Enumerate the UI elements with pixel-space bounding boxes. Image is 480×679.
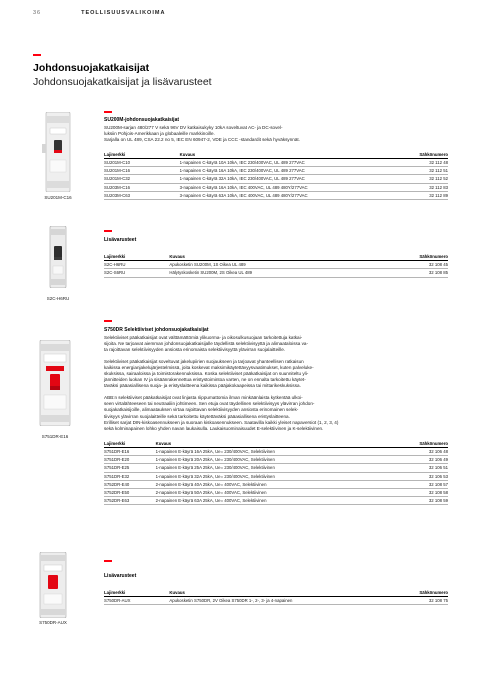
acc1-accent-dash [104, 230, 112, 232]
table-cell: 1-napainen C-käyrä 10A 10kA, IEC 230/400VAC, UL 489 277VAC [180, 158, 393, 166]
table-row [104, 480, 448, 488]
s750dr-text-line: Erilliset sarjat DIN-kiskoasennukseen ja suoraan kiskoasennukseen. Saatavilla kaikki yleiset napaversiot (1, 2, 3, 4) [104, 419, 339, 425]
table-cell: 3-napainen C-käyrä 63A 10kA, IEC 400VAC, UL 489 480Y/277VAC [180, 191, 393, 199]
table-row [104, 269, 448, 277]
su200m-description [104, 125, 448, 143]
table-cell: 2-napainen E-käyrä 63A 25kA, Ue= 400VAC, Selektiivinen [156, 497, 393, 505]
table-cell: SU201M-C16 [104, 167, 180, 175]
table-cell: 32 106 51 [393, 464, 448, 472]
table-cell: 32 112 52 [393, 175, 448, 183]
column-header: Kuvaus [156, 440, 393, 448]
column-header: Lajimerkki [104, 589, 169, 597]
table-cell: 32 108 75 [393, 597, 448, 605]
s750dr-text-line: ABB:n selektiiviset pääkatkaisijat ovat linjasta riippumattomia ilman minkäänlaista kytkentää ulkoi- [104, 395, 303, 401]
table-cell: 32 108 57 [393, 480, 448, 488]
table-cell: 3-napainen C-käyrä 16A 10kA, IEC 400VAC, UL 489 480Y/277VAC [180, 183, 393, 191]
column-header: Kuvaus [169, 253, 393, 261]
table-row [104, 261, 448, 269]
table-row [104, 597, 448, 605]
column-header: Lajimerkki [104, 440, 156, 448]
s750dr-text-line: kaikissa energianjakelujärjestelmissä, joita koskevat maksimikäytettävyysvaatimukset, kuten palveluke- [104, 364, 314, 370]
table-row [104, 472, 448, 480]
table-cell: 32 106 48 [393, 448, 448, 456]
su200m-text-line: SU200M-sarjan 480/277 V sekä 96V DV katkaisukyky 10kA soveltuvat AC- ja DC-sovel- [104, 124, 283, 130]
s751dr-product-image [38, 340, 72, 431]
s750dr-paragraph [104, 395, 448, 432]
table-cell: SU201M-C10 [104, 158, 180, 166]
column-header: Kuvaus [169, 589, 393, 597]
page-subtitle: Johdonsuojakatkaisijat ja lisävarusteet [33, 76, 212, 88]
table-cell: S2C-S6RU [104, 269, 169, 277]
s750dr-text-line: täväksi pääasiallisena suoja- ja eristyslaitteena kaikissa pääjakokaapeissa tai mittarikeskuksissa. [104, 383, 301, 389]
table-cell: SU203M-C16 [104, 183, 180, 191]
page-header [33, 10, 165, 16]
table-cell: 32 112 83 [393, 183, 448, 191]
table-cell: SU201M-C32 [104, 175, 180, 183]
s750dr-text-line: suojakatkaisijoille, alimaatauksen virtaa rajoittavan selektiivisyyden ansiosta erinomainen selek- [104, 407, 299, 413]
table-cell: S751DR-E20 [104, 456, 156, 464]
table-cell: 1-napainen E-käyrä 20A 25kA, Ue= 230/400VAC, Selektiivinen [156, 456, 393, 464]
table-cell: 1-napainen E-käyrä 25A 25kA, Ue= 230/400VAC, Selektiivinen [156, 464, 393, 472]
s750dr-description [104, 335, 448, 432]
s750dr-section [104, 327, 448, 505]
page-number: 36 [33, 10, 42, 16]
table-row [104, 464, 448, 472]
acc2-table [104, 589, 448, 605]
column-header: Sähkönumero [393, 440, 448, 448]
column-header: Sähkönumero [393, 151, 448, 159]
acc2-accent-dash [104, 560, 112, 562]
catalog-title: TEOLLISUUSVALIKOIMA [81, 10, 166, 16]
table-cell: Apukosketin SU200M, 1S Oikea UL 489 [169, 261, 393, 269]
table-cell: 32 108 85 [393, 269, 448, 277]
table-row [104, 191, 448, 199]
column-header: Lajimerkki [104, 253, 169, 261]
s750dr-text-line: Selektiiviset pääkatkaisijat ovat välttämättömiä ylikuorma- ja oikosulkusuojaan tarkoitettuja katkai- [104, 334, 303, 340]
table-cell: 32 108 45 [393, 261, 448, 269]
table-row [104, 456, 448, 464]
table-cell: S751DR-E32 [104, 472, 156, 480]
column-header: Lajimerkki [104, 151, 180, 159]
table-cell: 1-napainen E-käyrä 32A 25kA, Ue= 230/400VAC, Selektiivinen [156, 472, 393, 480]
su200m-section [104, 117, 448, 200]
table-cell: 1-napainen E-käyrä 16A 25kA, Ue= 230/400VAC, Selektiivinen [156, 448, 393, 456]
s750dr-text-line: skuksissa, sairaaloissa ja toimistorakennuksissa. Koska selektiiviset pääkatkaisijat on suunniteltu yli- [104, 370, 309, 376]
column-header: Sähkönumero [393, 589, 448, 597]
table-cell: S752DR-E40 [104, 480, 156, 488]
s750dr-text-line: ta rajoittavan selektiivisyyden ansiosta erinomaista selektiivisyyttä ylävirran suojalaitteille. [104, 346, 286, 352]
table-row [104, 448, 448, 456]
s750dr-text-line: jännitteiden luokan IV ja sisäänrakennettua eristystoimintoa varten, ne on ennalta tarkoitettu käytet- [104, 377, 306, 383]
accessories-section-1 [104, 237, 448, 278]
table-cell: S750DR-AUX [104, 597, 169, 605]
table-row [104, 183, 448, 191]
table-cell: 32 112 89 [393, 191, 448, 199]
table-cell: Hälytyskosketin SU200M, 2S Oikea UL 489 [169, 269, 393, 277]
s751dr-image-label: S751DR-E16 [41, 434, 69, 439]
su200m-title: SU200M-johdonsuojakatkaisijat [104, 117, 180, 123]
s750dr-accent-dash [104, 320, 112, 322]
table-cell: SU203M-C63 [104, 191, 180, 199]
table-cell: 32 108 58 [393, 488, 448, 496]
table-cell: 2-napainen E-käyrä 40A 25kA, Ue= 400VAC, Selektiivinen [156, 480, 393, 488]
s750dr-aux-product-image [39, 552, 67, 623]
s750dr-paragraph [104, 359, 448, 389]
table-row [104, 175, 448, 183]
acc2-title: Lisävarusteet [104, 573, 137, 579]
s750dr-aux-image-label: S750DR-AUX [39, 620, 67, 625]
table-cell: 1-napainen C-käyrä 16A 10kA, IEC 230/400VAC, UL 489 277VAC [180, 167, 393, 175]
table-row [104, 158, 448, 166]
table-row [104, 497, 448, 505]
s750dr-title: S750DR Selektiiviset johdonsuojakatkaisijat [104, 327, 209, 333]
s750dr-text-line: seen virtalähteeseen tai neutraaliin johtimeen. Sen etuja ovat täydellinen selektiivisyys ylävirran johdon- [104, 401, 315, 407]
s750dr-text-line: sijoita. Ne tarjoavat aiemman johdonsuojakatkaisijalle täydellistä selektiivisyyttä ja alimaataloissa va- [104, 340, 309, 346]
table-cell: S2C-H6RU [104, 261, 169, 269]
table-cell: 32 106 53 [393, 472, 448, 480]
column-header: Kuvaus [180, 151, 393, 159]
title-accent-dash [33, 54, 41, 56]
page-title: Johdonsuojakatkaisijat [33, 62, 150, 74]
su200m-text-line: luksiin Pohjois-Amerikkaan ja globaaleille markkinoille. [104, 130, 215, 136]
table-cell: S751DR-E16 [104, 448, 156, 456]
table-cell: 32 106 49 [393, 456, 448, 464]
s2c-h6ru-product-image [49, 226, 67, 293]
acc1-table [104, 253, 448, 278]
s750dr-text-line: tiivisyys ylävirran suojalaitteille sekä tarkoitettu käytettäväksi pääasiallisena eristyslaitteena. [104, 413, 290, 419]
table-cell: 32 112 51 [393, 167, 448, 175]
su200m-text-line: Sarjalla on UL 489, CSA 22.2 no 5, IEC EN 60947-2, VDE ja CCC -standardit sekä hyväksynnät. [104, 136, 300, 142]
column-header: Sähkönumero [393, 253, 448, 261]
s750dr-text-line: sekä kolminapainen lohko yhden navan laukaisulla. Laukaisuominaisuudet E-selektiivinen ja K-selektiivinen. [104, 425, 324, 431]
su200m-table [104, 151, 448, 200]
table-cell: Apukosketin S750DR, 2V Oikea S750DR 1-, 2-, 3- ja 4-napainen [169, 597, 393, 605]
table-row [104, 488, 448, 496]
s750dr-paragraph [104, 335, 448, 353]
su201m-product-image [42, 112, 74, 197]
table-cell: S752DR-E63 [104, 497, 156, 505]
table-cell: S751DR-E25 [104, 464, 156, 472]
accessories-section-2 [104, 573, 448, 605]
s750dr-text-line: Selektiiviset pääkatkaisijat soveltuvat jakelupiirien suojaukseen ja tarjoavat yhanteellisen ratkaisun [104, 358, 304, 364]
acc1-title: Lisävarusteet [104, 237, 137, 243]
table-cell: 32 112 48 [393, 158, 448, 166]
table-cell: 32 108 59 [393, 497, 448, 505]
su200m-accent-dash [104, 111, 112, 113]
table-cell: 2-napainen E-käyrä 50A 25kA, Ue= 400VAC, Selektiivinen [156, 488, 393, 496]
s2c-h6ru-image-label: S2C-H6RU [46, 296, 70, 301]
s750dr-table [104, 440, 448, 506]
su201m-image-label: SU201M-C16 [44, 195, 72, 200]
table-cell: 1-napainen C-käyrä 32A 10kA, IEC 230/400VAC, UL 489 277VAC [180, 175, 393, 183]
table-cell: S752DR-E50 [104, 488, 156, 496]
table-row [104, 167, 448, 175]
